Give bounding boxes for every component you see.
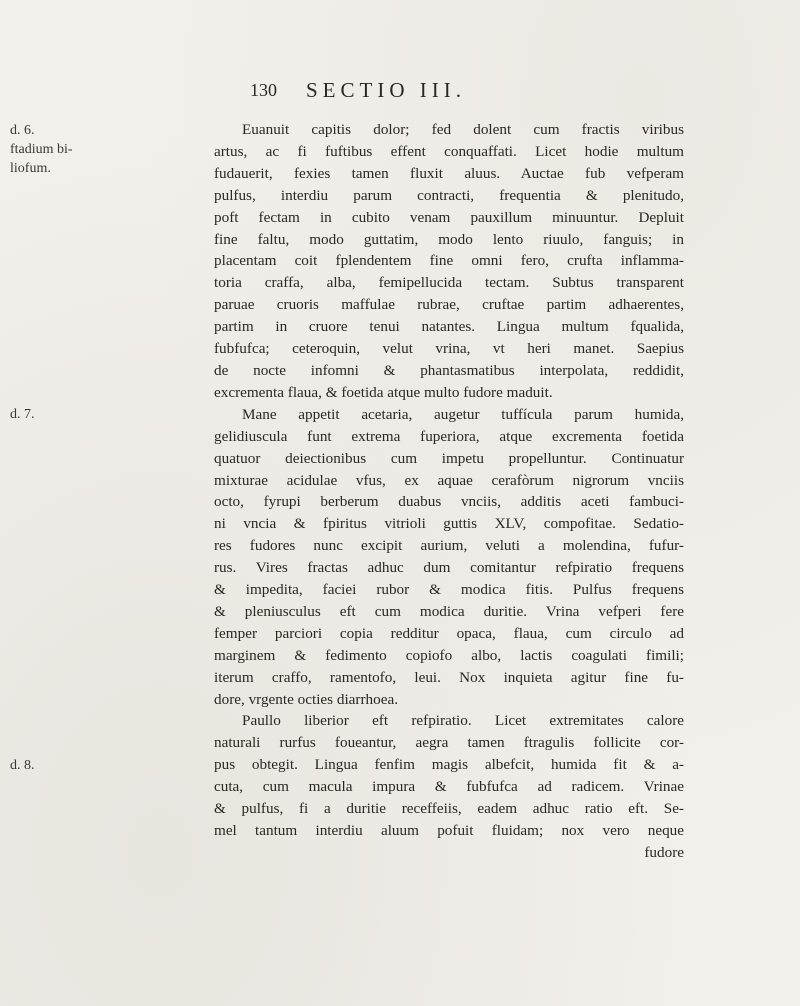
text-line: fine faltu, modo guttatim, modo lento riuulo, fanguis; in xyxy=(214,230,684,248)
text-line: Mane appetit acetaria, augetur tuffícula parum humida, xyxy=(242,405,684,423)
text-line: gelidiuscula funt extrema fuperiora, atque excrementa foetida xyxy=(214,427,684,445)
margin-note-day-6-label: d. 6. xyxy=(10,123,35,138)
catchword: fudore xyxy=(644,843,684,861)
text-line: fudauerit, fexies tamen fluxit aluus. Auctae fub vefperam xyxy=(214,164,684,182)
margin-note-day-7-label: d. 7. xyxy=(10,407,35,422)
text-line: Paullo liberior eft refpiratio. Licet extremitates calore xyxy=(242,712,684,730)
text-line: mixturae acidulae vfus, ex aquae cerafòrum nigrorum vnciis xyxy=(214,471,684,489)
text-line: res fudores nunc excipit aurium, veluti a molendina, fufur- xyxy=(214,537,684,555)
page-header xyxy=(250,78,610,108)
page-number: 130 xyxy=(250,80,277,100)
text-line: artus, ac fi fuftibus effent conquaffati. Licet hodie multum xyxy=(214,142,684,160)
margin-note-day-7 xyxy=(10,405,35,424)
text-line: poft fectam in cubito venam pauxillum minuuntur. Depluit xyxy=(214,208,684,226)
text-line: paruae cruoris maffulae rubrae, cruftae partim adhaerentes, xyxy=(214,296,684,314)
margin-note-day-6-sub2: liofum. xyxy=(10,161,51,176)
text-line: femper parciori copia redditur opaca, flaua, cum circulo ad xyxy=(214,624,684,642)
text-line: fubfufca; ceteroquin, velut vrina, vt heri manet. Saepius xyxy=(214,340,684,358)
text-line: quatuor deiectionibus cum impetu propelluntur. Continuatur xyxy=(214,449,684,467)
text-line: pus obtegit. Lingua fenfim magis albefcit, humida fit & a- xyxy=(214,756,684,774)
section-title: SECTIO III. xyxy=(306,78,466,102)
text-line: excrementa flaua, & foetida atque multo fudore maduit. xyxy=(214,383,553,401)
text-line: iterum craffo, ramentofo, leui. Nox inquieta agitur fine fu- xyxy=(214,668,684,686)
text-line: Euanuit capitis dolor; fed dolent cum fractis viribus xyxy=(242,121,684,138)
text-line: & pulfus, fi a duritie receffeiis, eadem adhuc ratio eft. Se- xyxy=(214,800,684,818)
text-line: de nocte infomni & phantasmatibus interpolata, reddidit, xyxy=(214,361,684,379)
margin-note-day-8 xyxy=(10,756,35,775)
text-line: mel tantum interdiu aluum pofuit fluidam; nox vero neque xyxy=(214,822,684,839)
text-line: octo, fyrupi berberum duabus vnciis, additis aceti fambuci- xyxy=(214,493,684,511)
text-line: pulfus, interdiu parum contracti, frequentia & plenitudo, xyxy=(214,186,684,204)
body-text xyxy=(214,119,684,864)
text-line: rus. Vires fractas adhuc dum comitantur refpiratio frequens xyxy=(214,559,684,577)
text-line: placentam coit fplendentem fine omni fero, crufta inflamma- xyxy=(214,252,684,270)
text-line: toria craffa, alba, femipellucida tectam. Subtus transparent xyxy=(214,274,684,292)
text-line: dore, vrgente octies diarrhoea. xyxy=(214,690,398,708)
text-line: marginem & fedimento copiofo albo, lactis coagulati fimili; xyxy=(214,646,684,664)
text-line: & pleniusculus eft cum modica duritie. Vrina vefperi fere xyxy=(214,602,684,620)
margin-note-day-8-label: d. 8. xyxy=(10,758,35,773)
text-line: partim in cruore tenui natantes. Lingua multum fqualida, xyxy=(214,318,684,336)
margin-note-day-6 xyxy=(10,121,73,178)
text-line: cuta, cum macula impura & fubfufca ad radicem. Vrinae xyxy=(214,778,684,796)
text-line: naturali rurfus foueantur, aegra tamen ftragulis follicite cor- xyxy=(214,734,684,752)
margin-note-day-6-sub: ftadium bi- xyxy=(10,142,73,157)
text-line: & impedita, faciei rubor & modica fitis. Pulfus frequens xyxy=(214,581,684,599)
text-line: ni vncia & fpiritus vitrioli guttis XLV, compofitae. Sedatio- xyxy=(214,515,684,533)
